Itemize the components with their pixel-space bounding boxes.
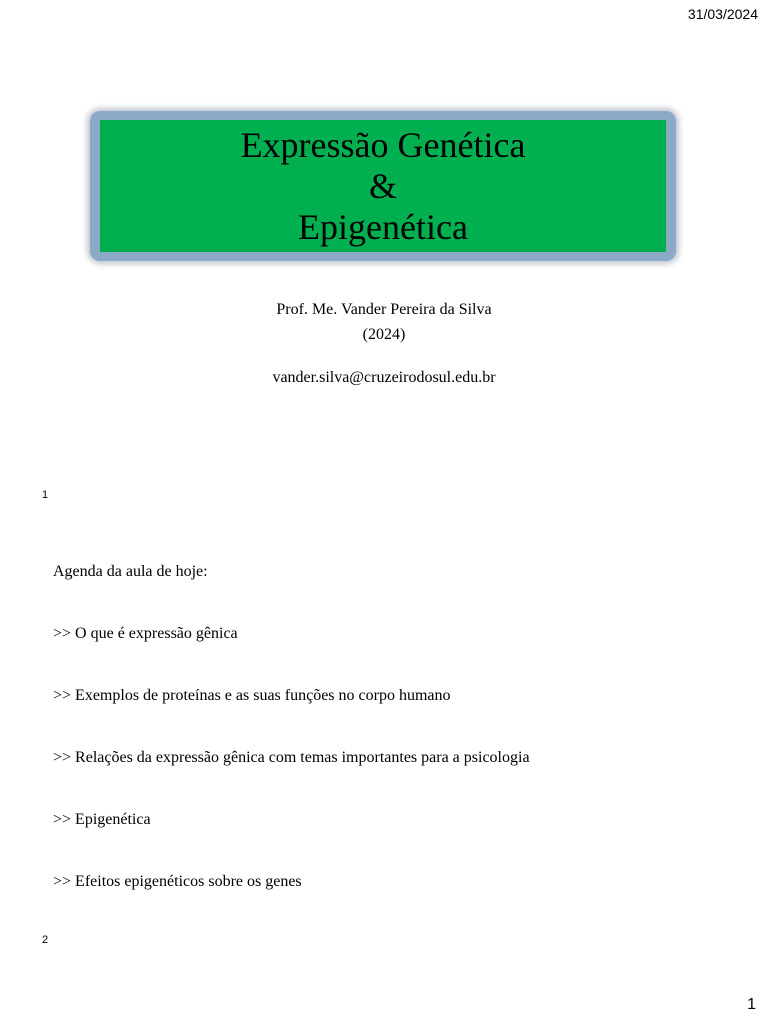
agenda-item: >> Efeitos epigenéticos sobre os genes <box>53 873 302 890</box>
print-date: 31/03/2024 <box>687 6 758 22</box>
title-line-1: Expressão Genética <box>240 124 526 165</box>
author-email: vander.silva@cruzeirodosul.edu.br <box>272 369 496 386</box>
agenda-title: Agenda da aula de hoje: <box>53 563 208 580</box>
agenda-item: >> Epigenética <box>53 811 151 828</box>
title-line-2: & <box>368 165 397 206</box>
title-frame <box>90 111 676 261</box>
page-number: 1 <box>747 996 756 1013</box>
slide-2 <box>0 520 768 960</box>
author-name: Prof. Me. Vander Pereira da Silva <box>276 301 492 318</box>
agenda-list <box>53 624 530 934</box>
slide-1 <box>0 0 768 505</box>
slide-number: 1 <box>42 489 49 501</box>
author-block <box>0 297 768 347</box>
author-year: (2024) <box>362 326 406 343</box>
title-line-3: Epigenética <box>298 206 468 247</box>
slide-number: 2 <box>42 934 49 946</box>
agenda-item: >> O que é expressão gênica <box>53 625 238 642</box>
agenda-item: >> Relações da expressão gênica com temas importantes para a psicologia <box>53 749 530 766</box>
title-box <box>100 120 666 252</box>
agenda-item: >> Exemplos de proteínas e as suas funções no corpo humano <box>53 687 451 704</box>
